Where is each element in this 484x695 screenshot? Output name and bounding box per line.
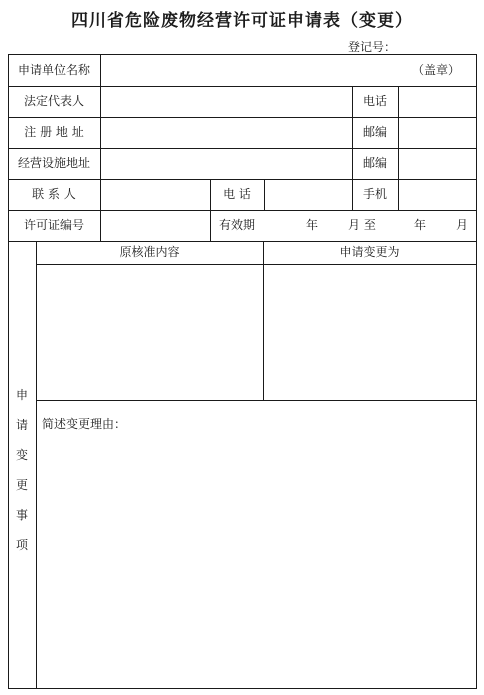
year-label: 年 bbox=[306, 218, 319, 232]
section-label-char: 请 bbox=[15, 418, 28, 432]
registered-address-label: 注 册 地 址 bbox=[24, 125, 84, 139]
facility-postcode-field[interactable] bbox=[399, 149, 476, 179]
month-to-label: 月 至 bbox=[348, 218, 376, 232]
registration-number-label: 登记号： bbox=[348, 40, 397, 54]
grid-line bbox=[36, 400, 476, 401]
change-items-section-label bbox=[8, 380, 36, 560]
section-label-char: 变 bbox=[15, 448, 28, 462]
postcode-label: 邮编 bbox=[362, 125, 387, 139]
grid-line bbox=[8, 688, 476, 689]
contact-person-label: 联 系 人 bbox=[32, 187, 76, 201]
postcode-field[interactable] bbox=[399, 118, 476, 148]
facility-postcode-label: 邮编 bbox=[362, 156, 387, 170]
license-number-label: 许可证编号 bbox=[23, 218, 84, 232]
validity-label: 有效期 bbox=[218, 218, 255, 232]
original-content-header: 原核准内容 bbox=[119, 245, 180, 259]
contact-person-field[interactable] bbox=[101, 180, 210, 210]
mobile-label: 手机 bbox=[362, 187, 387, 201]
section-label-char: 事 bbox=[15, 508, 28, 522]
applicant-name-label: 申请单位名称 bbox=[17, 63, 90, 77]
facility-address-field[interactable] bbox=[101, 149, 352, 179]
phone-field[interactable] bbox=[399, 87, 476, 117]
contact-phone-field[interactable] bbox=[265, 180, 352, 210]
section-label-char: 申 bbox=[15, 388, 28, 402]
registered-address-field[interactable] bbox=[101, 118, 352, 148]
change-to-field[interactable] bbox=[264, 265, 476, 400]
facility-address-label: 经营设施地址 bbox=[17, 156, 90, 170]
change-reason-label: 简述变更理由： bbox=[42, 417, 127, 431]
original-content-field[interactable] bbox=[37, 265, 263, 400]
change-to-header: 申请变更为 bbox=[339, 245, 400, 259]
mobile-field[interactable] bbox=[399, 180, 476, 210]
phone-label: 电话 bbox=[362, 94, 387, 108]
contact-phone-label: 电 话 bbox=[223, 187, 251, 201]
grid-line bbox=[476, 54, 477, 689]
year-label: 年 bbox=[414, 218, 427, 232]
section-label-char: 项 bbox=[15, 538, 28, 552]
form-title: 四川省危险废物经营许可证申请表（变更） bbox=[71, 11, 413, 31]
seal-label: （盖章） bbox=[412, 63, 461, 77]
section-label-char: 更 bbox=[15, 478, 28, 492]
change-reason-field[interactable] bbox=[37, 434, 476, 688]
license-number-field[interactable] bbox=[101, 211, 210, 241]
legal-representative-label: 法定代表人 bbox=[23, 94, 84, 108]
legal-representative-field[interactable] bbox=[101, 87, 352, 117]
month-label: 月 bbox=[456, 218, 469, 232]
